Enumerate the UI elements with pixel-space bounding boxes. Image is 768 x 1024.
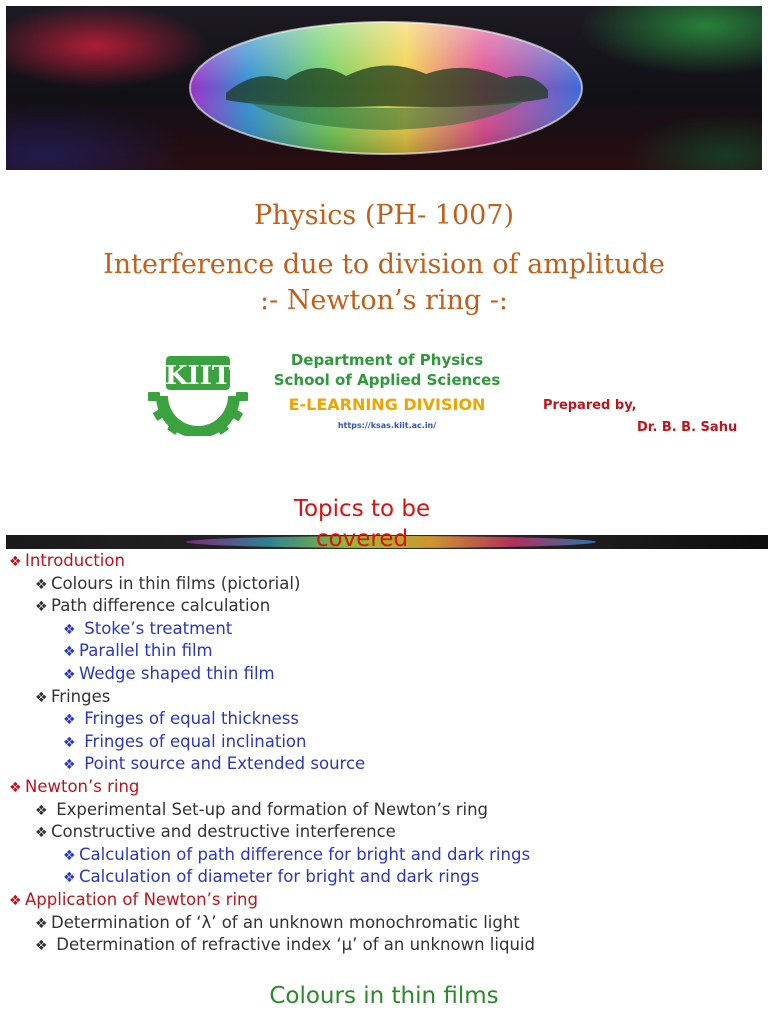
topics-heading: Topics to be covered — [293, 496, 431, 552]
bullet-icon: ❖ — [9, 893, 22, 909]
topic-text: Determination of ‘λ’ of an unknown monochromatic light — [51, 912, 520, 932]
topic-text: Fringes of equal inclination — [79, 731, 307, 751]
soap-bubble-image — [186, 18, 586, 158]
topic-text: Point source and Extended source — [79, 754, 366, 774]
topic-text: Experimental Set-up and formation of Newton’s ring — [51, 799, 489, 819]
topic-text: Path difference calculation — [51, 596, 271, 616]
bullet-icon: ❖ — [9, 554, 22, 570]
topic-text: Constructive and destructive interference — [51, 822, 396, 842]
header-banner-image — [6, 6, 762, 170]
topic-item-level-0 — [9, 890, 258, 911]
prepared-by-label: Prepared by, — [543, 398, 637, 413]
topic-item-level-2 — [63, 709, 299, 730]
bullet-icon: ❖ — [9, 780, 22, 796]
topic-text: Newton’s ring — [25, 777, 140, 796]
topic-item-level-0 — [9, 551, 125, 572]
topic-item-level-2 — [63, 619, 232, 640]
topic-item-level-1 — [35, 913, 520, 934]
topic-item-level-1 — [35, 935, 535, 956]
topic-text: Fringes of equal thickness — [79, 709, 299, 729]
course-title: Physics (PH- 1007) — [253, 200, 515, 231]
bullet-icon: ❖ — [63, 734, 76, 751]
topic-item-level-1 — [35, 596, 270, 617]
department-name: Department of Physics — [290, 351, 484, 369]
topic-item-level-2 — [63, 845, 530, 866]
topic-item-level-2 — [63, 867, 479, 888]
department-url-link[interactable]: https://ksas.kiit.ac.in/ — [337, 421, 437, 430]
author-name: Dr. B. B. Sahu — [637, 420, 738, 435]
bullet-icon: ❖ — [35, 802, 48, 819]
school-name: School of Applied Sciences — [273, 371, 501, 389]
lecture-title: Interference due to division of amplitude — [103, 249, 665, 280]
topic-text: Application of Newton’s ring — [25, 890, 258, 909]
topic-text: Determination of refractive index ‘μ’ of an unknown liquid — [51, 935, 535, 955]
lecture-subtitle: :- Newton’s ring -: — [259, 285, 509, 316]
topic-text: Calculation of diameter for bright and dark rings — [79, 867, 480, 887]
topic-text: Colours in thin films (pictorial) — [51, 573, 301, 593]
topic-text: Wedge shaped thin film — [79, 664, 275, 683]
topic-item-level-1 — [35, 800, 488, 821]
topic-text: Calculation of path difference for bright and dark rings — [79, 844, 531, 864]
next-section-heading: Colours in thin films — [269, 983, 499, 1009]
kiit-logo-icon — [142, 352, 254, 436]
topic-item-level-1 — [35, 574, 300, 595]
bullet-icon: ❖ — [35, 576, 48, 593]
topic-text: Stoke’s treatment — [79, 618, 233, 638]
topic-item-level-1 — [35, 822, 396, 843]
topic-item-level-2 — [63, 664, 275, 685]
bullet-icon: ❖ — [63, 667, 76, 683]
topic-item-level-1 — [35, 687, 110, 708]
svg-text:KIIT: KIIT — [164, 361, 232, 391]
bullet-icon: ❖ — [35, 825, 48, 842]
topic-item-level-2 — [63, 732, 306, 753]
topic-text: Introduction — [25, 551, 125, 570]
bullet-icon: ❖ — [63, 870, 76, 887]
bullet-icon: ❖ — [35, 689, 48, 706]
bullet-icon: ❖ — [63, 712, 76, 729]
bullet-icon: ❖ — [63, 621, 76, 638]
topic-item-level-2 — [63, 754, 365, 775]
bullet-icon: ❖ — [63, 847, 76, 864]
bullet-icon: ❖ — [63, 644, 76, 661]
division-name: E-LEARNING DIVISION — [288, 395, 486, 414]
topic-item-level-0 — [9, 777, 139, 798]
bullet-icon: ❖ — [35, 915, 48, 932]
topic-text: Fringes — [51, 686, 111, 706]
topic-text: Parallel thin film — [79, 641, 213, 661]
bullet-icon: ❖ — [35, 938, 48, 955]
bullet-icon: ❖ — [63, 757, 76, 774]
bullet-icon: ❖ — [35, 599, 48, 616]
topic-item-level-2 — [63, 641, 213, 662]
